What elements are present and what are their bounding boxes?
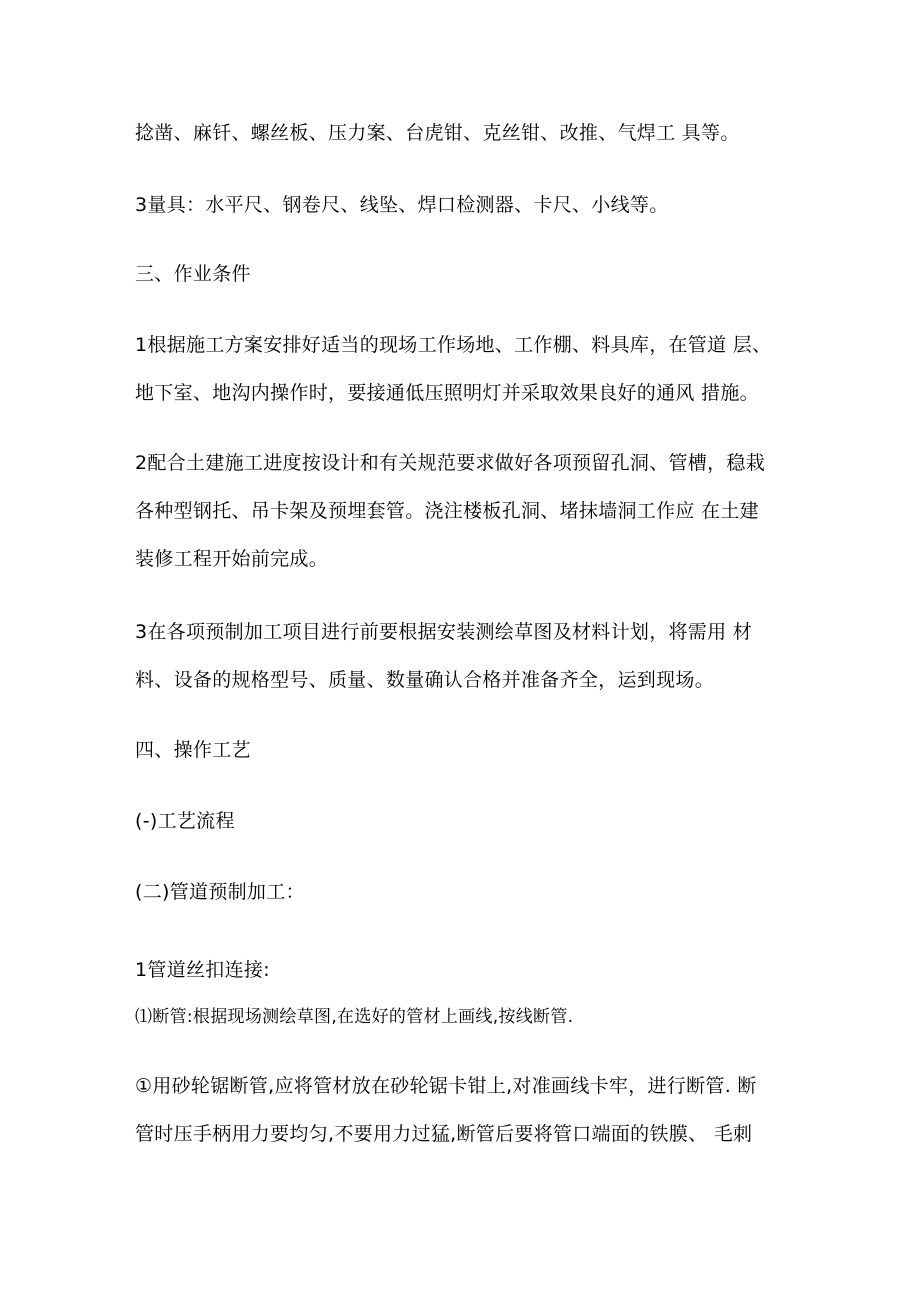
text-line-condition-1a: 1根据施工方案安排好适当的现场工作场地、工作棚、料具库，在管道 层、 (135, 334, 772, 356)
text-line-condition-2a: 2配合土建施工进度按设计和有关规范要求做好各项预留孔洞、管槽，稳栽 (135, 452, 765, 474)
text-line-measuring-tools: 3量具：水平尺、钢卷尺、线坠、焊口检测器、卡尺、小线等。 (135, 194, 669, 216)
text-line-condition-1b: 地下室、地沟内操作时，要接通低压照明灯并采取效果良好的通风 措施。 (135, 382, 759, 404)
subsection-heading-pipe-prefabrication: (二)管道预制加工： (135, 881, 305, 903)
text-line-threaded-connection: 1管道丝扣连接: (135, 959, 270, 981)
text-line-tools-list: 捻凿、麻钎、螺丝板、压力案、台虎钳、克丝钳、改推、气焊工 具等。 (135, 122, 740, 144)
text-line-saw-cutting-b: 管时压手柄用力要均匀,不要用力过猛,断管后要将管口端面的铁膜、 毛刺 (135, 1123, 753, 1145)
text-line-pipe-cutting: ⑴断管:根据现场测绘草图,在选好的管材上画线,按线断管. (135, 1007, 574, 1027)
subsection-heading-process-flow: (-)工艺流程 (135, 810, 235, 832)
text-line-condition-3a: 3在各项预制加工项目进行前要根据安装测绘草图及材料计划，将需用 材 (135, 621, 753, 643)
text-line-saw-cutting-a: ①用砂轮锯断管,应将管材放在砂轮锯卡钳上,对准画线卡牢，进行断管. 断 (135, 1075, 757, 1097)
section-heading-operation-process: 四、操作工艺 (135, 739, 251, 761)
text-line-condition-3b: 料、设备的规格型号、质量、数量确认合格并准备齐全，运到现场。 (135, 669, 715, 691)
section-heading-work-conditions: 三、作业条件 (135, 263, 251, 285)
text-line-condition-2c: 装修工程开始前完成。 (135, 548, 329, 570)
text-line-condition-2b: 各种型钢托、吊卡架及预埋套管。浇注楼板孔洞、堵抹墙洞工作应 在土建 (135, 500, 759, 522)
